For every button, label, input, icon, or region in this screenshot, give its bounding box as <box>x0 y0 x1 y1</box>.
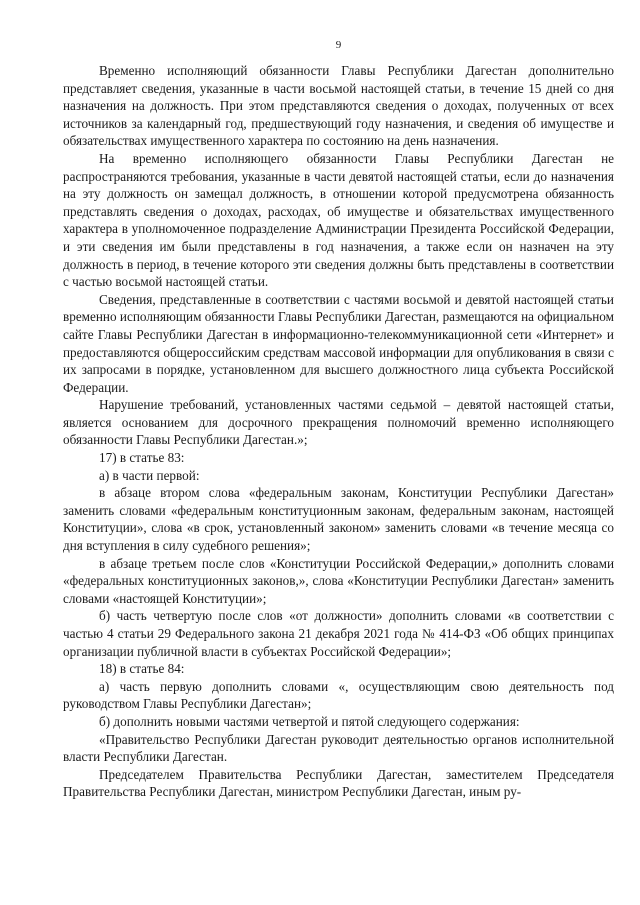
paragraph: в абзаце втором слова «федеральным законам, Конституции Республики Дагестан» заменить словами «федеральным конституционным законам, федеральным законам, настоящей Конституции», слова «в срок, установленный законом» заменить словами «в течение месяца со дня вступления в силу судебного решения»; <box>63 485 614 554</box>
page-number: 9 <box>335 39 342 51</box>
paragraph: Нарушение требований, установленных частями седьмой – девятой настоящей статьи, является основанием для досрочного прекращения полномочий временно исполняющего обязанности Главы Республики Дагестан.»; <box>63 397 614 448</box>
paragraph: Временно исполняющий обязанности Главы Республики Дагестан дополнительно представляет сведения, указанные в части восьмой настоящей статьи, в течение 15 дней со дня назначения на должность. При этом представляются сведения о доходах, полученных от всех источников за календарный год, предшествующий году назначения, и сведения об имуществе и обязательствах имущественного характера по состоянию на день назначения. <box>63 63 614 149</box>
paragraph: в абзаце третьем после слов «Конституции Российской Федерации,» дополнить словами «федеральных конституционных законов,», слова «Конституции Республики Дагестан» заменить словами «настоящей Конституции»; <box>63 555 614 606</box>
paragraph: 17) в статье 83: <box>99 450 185 466</box>
document-body <box>63 62 614 801</box>
paragraph: б) часть четвертую после слов «от должности» дополнить словами «в соответствии с частью 4 статьи 29 Федерального закона 21 декабря 2021 года № 414-ФЗ «Об общих принципах организации публичной власти в субъектах Российской Федерации»; <box>63 608 614 659</box>
paragraph: Сведения, представленные в соответствии с частями восьмой и девятой настоящей статьи временно исполняющим обязанности Главы Республики Дагестан, размещаются на официальном сайте Главы Республики Дагестан в информационно-телекоммуникационной сети «Интернет» и предоставляются общероссийским средствам массовой информации для опубликования в связи с их запросами в порядке, установленном для высшего должностного лица субъекта Российской Федерации. <box>63 291 614 395</box>
paragraph: б) дополнить новыми частями четвертой и пятой следующего содержания: <box>99 713 520 729</box>
paragraph: На временно исполняющего обязанности Главы Республики Дагестан не распространяются требования, указанные в части девятой настоящей статьи, если до назначения на эту должность он замещал должность, в отношении которой предусмотрена обязанность представлять сведения о доходах, расходах, об имуществе и обязательствах имущественного характера в уполномоченное подразделение Администрации Президента Российской Федерации, и эти сведения им были представлены в год назначения, а также если он назначен на эту должность в период, в течение которого эти сведения должны быть представлены в соответствии с частью восьмой настоящей статьи. <box>63 150 614 290</box>
paragraph: а) часть первую дополнить словами «, осуществляющим свою деятельность под руководством Главы Республики Дагестан»; <box>63 678 614 712</box>
paragraph: а) в части первой: <box>99 467 200 483</box>
paragraph: «Правительство Республики Дагестан руководит деятельностью органов исполнительной власти Республики Дагестан. <box>63 731 614 765</box>
paragraph: 18) в статье 84: <box>99 661 185 677</box>
paragraph: Председателем Правительства Республики Дагестан, заместителем Председателя Правительства Республики Дагестан, министром Республики Дагестан, иным ру- <box>63 766 614 800</box>
